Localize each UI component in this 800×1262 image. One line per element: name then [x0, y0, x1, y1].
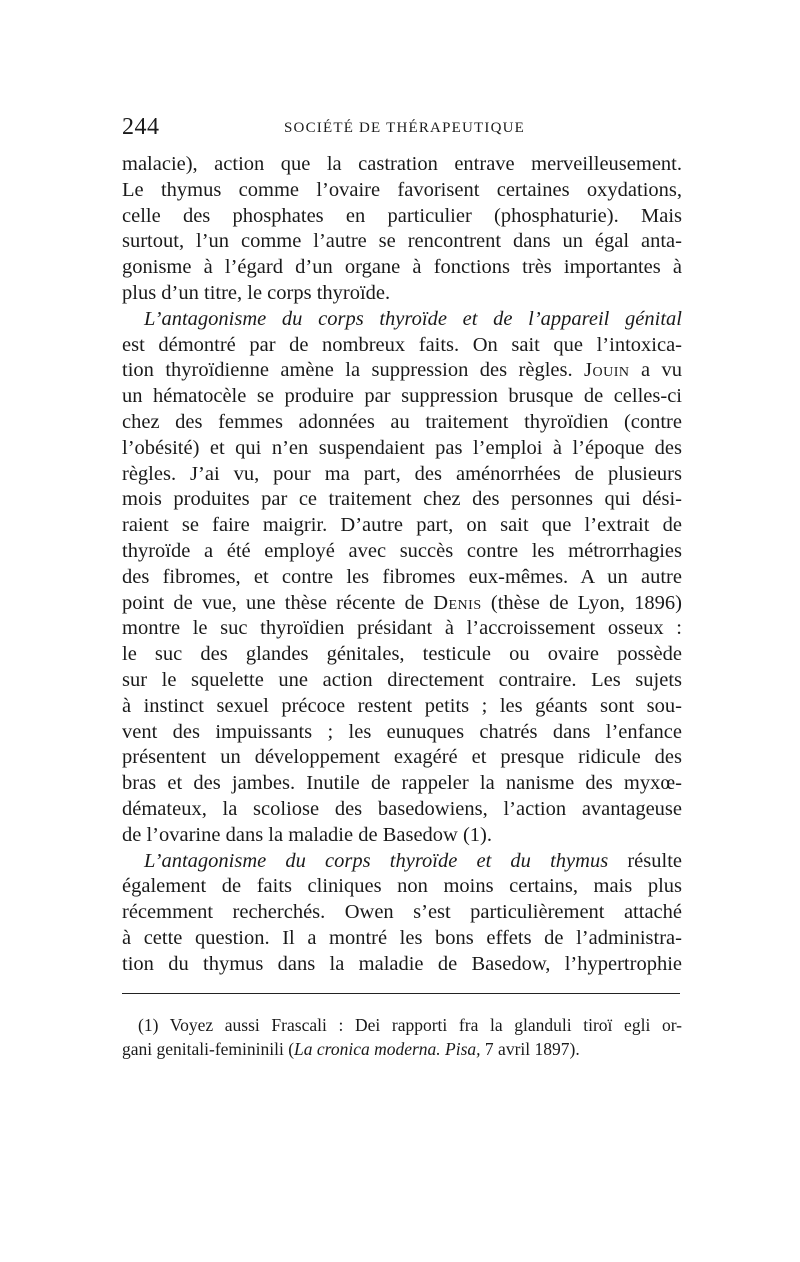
- text-line: à instinct sexuel précoce restent petits ; les géants sont sou-: [122, 694, 682, 717]
- footnote-citation-title: La cronica moderna. Pisa,: [294, 1039, 481, 1059]
- text-run: tion thyroïdienne amène la suppression des règles.: [122, 359, 573, 382]
- text-line: présentent un développement exagéré et presque ridicule des: [122, 746, 682, 769]
- text-line: raient se faire maigrir. D’autre part, on sait que l’extrait de: [122, 514, 682, 537]
- text-line: [122, 591, 682, 617]
- text-line: règles. J’ai vu, pour ma part, des aménorrhées de plusieurs: [122, 462, 682, 485]
- text-line: montre le suc thyroïdien présidant à l’accroissement osseux :: [122, 617, 682, 640]
- text-line: sur le squelette une action directement contraire. Les sujets: [122, 668, 682, 691]
- text-line: Le thymus comme l’ovaire favorisent certaines oxydations,: [122, 178, 682, 201]
- text-run: 7 avril 1897).: [484, 1039, 580, 1059]
- footnote-divider: [122, 993, 680, 994]
- text-run: a vu: [640, 359, 683, 382]
- text-run: point de vue, une thèse récente de: [122, 591, 424, 614]
- text-line: bras et des jambes. Inutile de rappeler la nanisme des myxœ-: [122, 772, 682, 795]
- text-line: un hématocèle se produire par suppression brusque de celles-ci: [122, 385, 682, 408]
- text-line: chez des femmes adonnées au traitement thyroïdien (contre: [122, 410, 682, 433]
- text-run: résulte: [627, 849, 682, 872]
- page-header: [122, 114, 682, 146]
- text-line: thyroïde a été employé avec succès contre les métrorrhagies: [122, 539, 682, 562]
- text-line: celle des phosphates en particulier (phosphaturie). Mais: [122, 204, 682, 227]
- page-number: 244: [122, 114, 160, 140]
- text-line: l’obésité) et qui n’en suspendaient pas l’emploi à l’époque des: [122, 436, 682, 459]
- text-line: récemment recherchés. Owen s’est particulièrement attaché: [122, 901, 682, 924]
- text-line: des fibromes, et contre les fibromes eux-mêmes. A un autre: [122, 565, 682, 588]
- text-line: tion du thymus dans la maladie de Basedow, l’hypertrophie: [122, 952, 682, 975]
- footnote-line: [122, 1037, 682, 1061]
- author-name-denis: Denis: [433, 591, 482, 614]
- text-run: gani genitali-femininili (: [122, 1039, 295, 1059]
- italic-heading-genital: L’antagonisme du corps thyroïde et de l’appareil génital: [144, 307, 682, 330]
- footnote-line: (1) Voyez aussi Frascali : Dei rapporti fra la glanduli tiroï egli or-: [138, 1015, 682, 1035]
- text-line: de l’ovarine dans la maladie de Basedow (1).: [122, 823, 493, 846]
- text-line: démateux, la scoliose des basedowiens, l’action avantageuse: [122, 797, 682, 820]
- running-title: SOCIÉTÉ DE THÉRAPEUTIQUE: [284, 120, 526, 136]
- author-name-jouin: Jouin: [584, 359, 630, 382]
- text-line: malacie), action que la castration entrave merveilleusement.: [122, 153, 682, 175]
- body-text: [122, 152, 682, 978]
- text-line: [122, 358, 682, 384]
- text-line: plus d’un titre, le corps thyroïde.: [122, 281, 391, 304]
- text-line: gonisme à l’égard d’un organe à fonctions très importantes à: [122, 256, 682, 279]
- footnote: [122, 1013, 682, 1061]
- text-run: (thèse de Lyon, 1896): [490, 591, 683, 614]
- text-line: [122, 849, 682, 875]
- text-line: le suc des glandes génitales, testicule ou ovaire possède: [122, 643, 682, 666]
- text-line: mois produites par ce traitement chez des personnes qui dési-: [122, 488, 682, 511]
- text-line: est démontré par de nombreux faits. On sait que l’intoxica-: [122, 333, 682, 356]
- text-line: également de faits cliniques non moins certains, mais plus: [122, 875, 682, 898]
- text-line: surtout, l’un comme l’autre se rencontrent dans un égal anta-: [122, 230, 682, 253]
- text-line: vent des impuissants ; les eunuques chatrés dans l’enfance: [122, 720, 682, 743]
- italic-heading-thymus: L’antagonisme du corps thyroïde et du thymus: [144, 849, 609, 872]
- text-line: à cette question. Il a montré les bons effets de l’administra-: [122, 926, 682, 949]
